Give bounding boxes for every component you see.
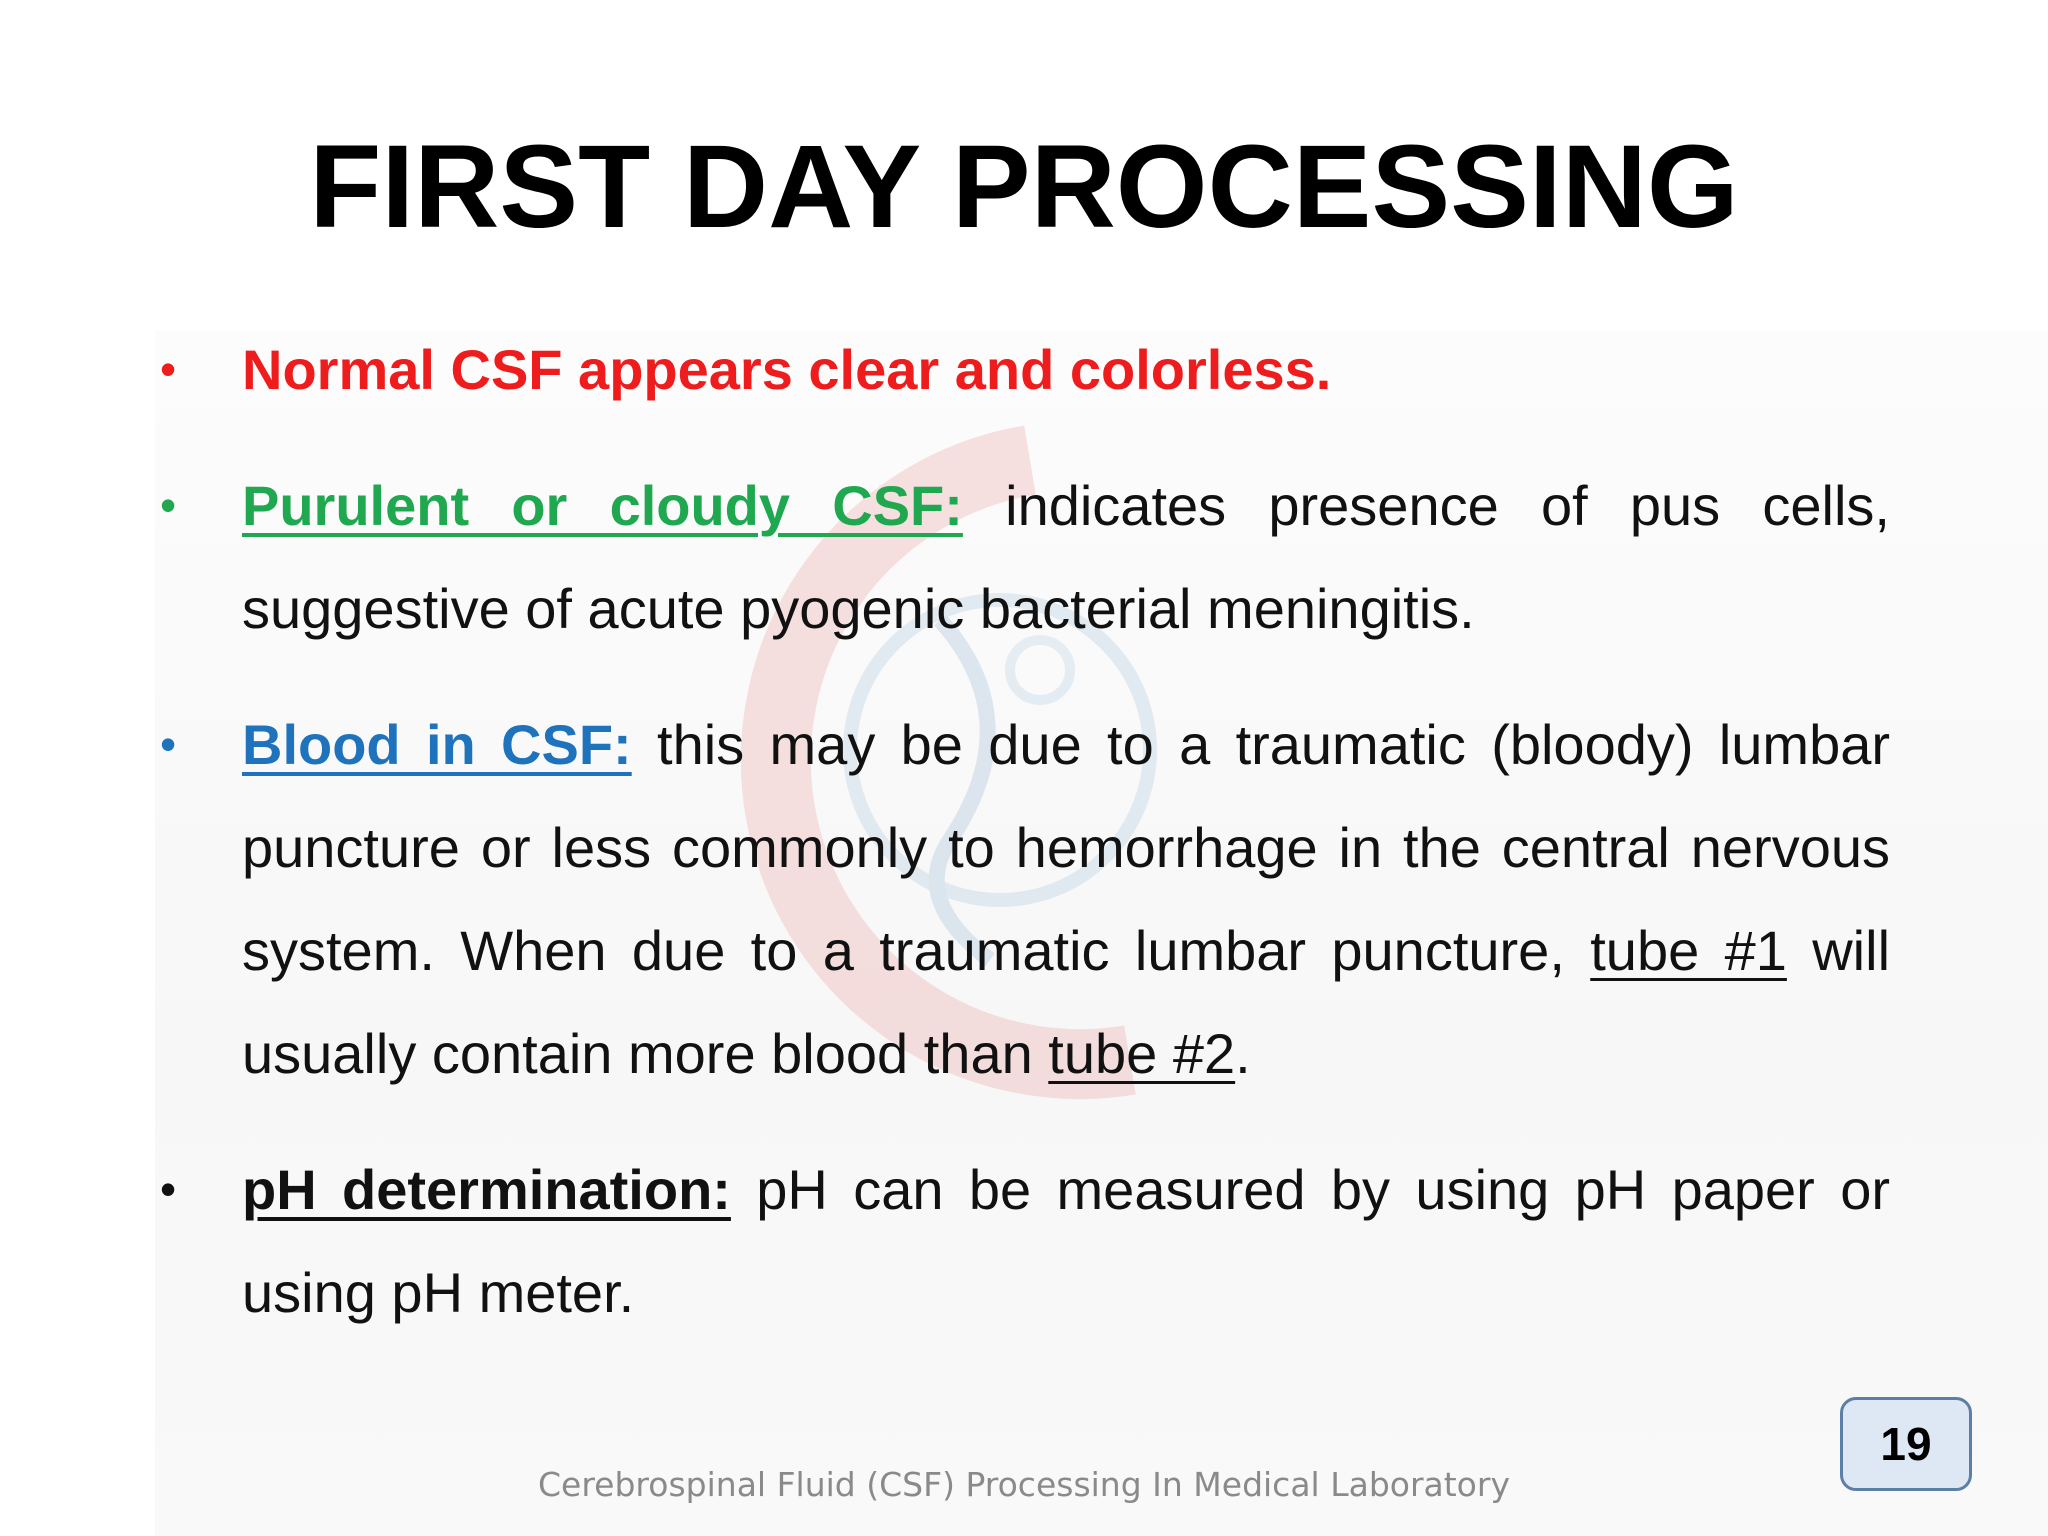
bullet-blood-in-csf	[160, 693, 1890, 1105]
bullet-text: pH can be measured by using pH paper or using pH meter.	[242, 1158, 1890, 1324]
bullet-heading: Purulent or cloudy CSF:	[242, 474, 963, 537]
bullet-purulent-csf	[160, 454, 1890, 660]
bullet-ph-determination	[160, 1138, 1890, 1344]
page-number-badge: 19	[1840, 1397, 1972, 1491]
bullet-heading: pH determination:	[242, 1158, 731, 1221]
bullet-text: .	[1235, 1022, 1251, 1085]
bullet-list	[160, 318, 1890, 1344]
bullet-dot: •	[160, 343, 177, 395]
bullet-dot: •	[160, 479, 177, 531]
tube-2-label: tube #2	[1048, 1022, 1236, 1085]
bullet-dot: •	[160, 1163, 177, 1215]
bullet-text: will usually contain more blood than	[242, 919, 1891, 1085]
bullet-text: this may be due to a traumatic (bloody) lumbar puncture or less commonly to hemorrhage in the central nervous system. When due to a traumatic lumbar puncture,	[242, 713, 1891, 982]
bullet-text: Normal CSF appears clear and colorless.	[242, 338, 1332, 401]
tube-1-label: tube #1	[1590, 919, 1787, 982]
slide-footer: Cerebrospinal Fluid (CSF) Processing In Medical Laboratory	[538, 1465, 1510, 1504]
bullet-normal-csf	[160, 318, 1890, 421]
bullet-heading: Blood in CSF:	[242, 713, 632, 776]
slide-title: FIRST DAY PROCESSING	[309, 121, 1739, 253]
bullet-dot: •	[160, 718, 177, 770]
bullet-text: indicates presence of pus cells, suggestive of acute pyogenic bacterial meningitis.	[242, 474, 1890, 640]
